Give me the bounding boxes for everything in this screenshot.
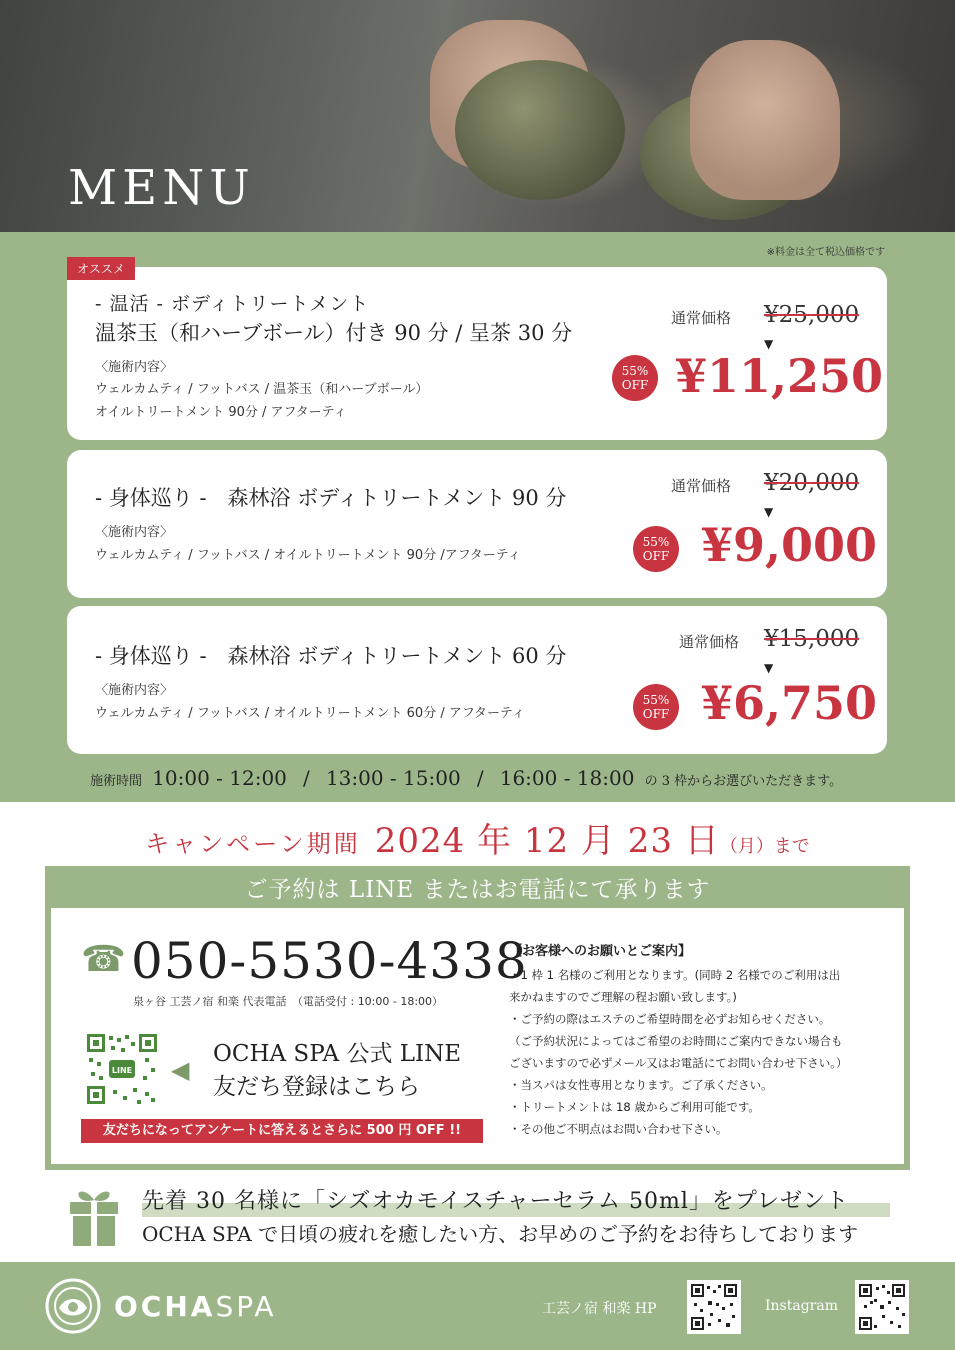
discount-off: OFF	[642, 707, 670, 721]
discount-off: OFF	[642, 549, 670, 563]
notice-item: ・当スパは女性専用となります。ご了承ください。	[509, 1078, 773, 1092]
notice-item: ・トリートメントは 18 歳からご利用可能です。	[509, 1100, 760, 1114]
card-subtitle: - 温活 - ボディトリートメント	[95, 293, 370, 315]
campaign-suffix: （月）まで	[719, 836, 810, 857]
line-bonus-banner: 友だちになってアンケートに答えるとさらに 500 円 OFF !!	[81, 1119, 483, 1143]
times-suffix: の 3 枠からお選びいただきます。	[644, 774, 843, 789]
triangle-left-icon: ◀	[171, 1056, 190, 1084]
customer-notice	[509, 940, 894, 1140]
line-qr-code[interactable]	[85, 1032, 159, 1106]
line-text-2: 友だち登録はこちら	[213, 1074, 420, 1100]
campaign-date: 2024 年 12 月 23 日	[374, 821, 720, 861]
card-title: 温茶玉（和ハーブボール）付き 90 分 / 呈茶 30 分	[95, 321, 573, 345]
notice-item: ・ご予約の際はエステのご希望時間を必ずお知らせください。	[509, 1012, 831, 1026]
time-slot: 16:00 - 18:00	[499, 766, 635, 790]
reservation-header: ご予約は LINE またはお電話にて承ります	[51, 872, 904, 908]
card-item: ウェルカムティ / フットバス / オイルトリートメント 60分 / アフターティ	[95, 706, 525, 721]
menu-title: MENU	[68, 160, 255, 216]
sale-price: ¥11,250	[675, 349, 884, 403]
recommend-badge: オススメ	[67, 257, 135, 280]
regular-price: ¥15,000	[764, 626, 860, 652]
sale-price: ¥6,750	[701, 676, 878, 730]
notice-title: 【お客様へのお願いとご案内】	[509, 944, 692, 959]
hero-photo	[0, 0, 955, 232]
time-separator: /	[303, 766, 310, 790]
gift-icon	[68, 1186, 120, 1248]
discount-badge	[612, 355, 658, 401]
regular-price: ¥20,000	[764, 470, 860, 496]
phone-number[interactable]: 050-5530-4338	[131, 932, 528, 990]
menu-card-onkatsu	[67, 267, 887, 440]
times-label: 施術時間	[90, 774, 143, 789]
treatment-times	[90, 766, 842, 790]
regular-price: ¥25,000	[764, 302, 860, 328]
hp-qr-code[interactable]	[687, 1280, 741, 1334]
ocha-spa-logo	[45, 1278, 101, 1334]
card-item: オイルトリートメント 90分 / アフターティ	[95, 405, 347, 420]
logo-text	[114, 1290, 277, 1323]
sale-price: ¥9,000	[701, 518, 878, 572]
discount-percent: 55%	[642, 535, 670, 549]
line-qr-label: LINE	[111, 1066, 133, 1075]
triangle-down-icon: ▼	[764, 505, 774, 519]
notice-item: ・1 枠 1 名様のご利用となります。(同時 2 名様でのご利用は出	[509, 968, 841, 982]
logo-light: SPA	[215, 1290, 277, 1323]
card-item: ウェルカムティ / フットバス / 温茶玉（和ハーブボール）	[95, 382, 429, 397]
discount-percent: 55%	[621, 364, 649, 378]
hp-label: 工芸ノ宿 和楽 HP	[542, 1301, 657, 1317]
discount-percent: 55%	[642, 693, 670, 707]
line-text-1: OCHA SPA 公式 LINE	[213, 1041, 462, 1067]
discount-badge	[633, 684, 679, 730]
herbal-ball-left	[455, 60, 625, 200]
present-line-2: OCHA SPA で日頃の疲れを癒したい方、お早めのご予約をお待ちしております	[142, 1222, 859, 1246]
menu-section	[0, 232, 955, 802]
card-content-label: 〈施術内容〉	[95, 683, 174, 698]
card-content-label: 〈施術内容〉	[95, 360, 174, 375]
line-friend-text[interactable]	[213, 1038, 461, 1104]
notice-item: 来かねますのでご理解の程お願い致します。)	[509, 990, 737, 1004]
regular-price-label: 通常価格	[671, 309, 732, 327]
campaign-period	[0, 813, 955, 862]
time-slot: 13:00 - 15:00	[325, 766, 461, 790]
time-slot: 10:00 - 12:00	[152, 766, 287, 790]
notice-item: ございますので必ずメール又はお電話にてお問い合わせ下さい。）	[509, 1056, 848, 1070]
menu-card-shinrinyoku-90	[67, 450, 887, 598]
discount-off: OFF	[621, 378, 649, 392]
present-line-1: 先着 30 名様に「シズオカモイスチャーセラム 50ml」をプレゼント	[142, 1189, 850, 1214]
triangle-down-icon: ▼	[764, 661, 774, 675]
notice-item: ・その他ご不明点はお問い合わせ下さい。	[509, 1122, 728, 1136]
instagram-label: Instagram	[765, 1298, 838, 1314]
campaign-label: キャンペーン期間	[145, 830, 361, 858]
triangle-down-icon: ▼	[764, 337, 774, 351]
hand-shape-right	[690, 40, 840, 200]
notice-item: （ご予約状況によってはご希望のお時間にご案内できない場合も	[509, 1034, 843, 1048]
discount-badge	[633, 526, 679, 572]
card-title: - 身体巡り - 森林浴 ボディトリートメント 60 分	[95, 644, 567, 668]
time-separator: /	[476, 766, 484, 790]
card-item: ウェルカムティ / フットバス / オイルトリートメント 90分 /アフターティ	[95, 548, 521, 563]
regular-price-label: 通常価格	[679, 633, 740, 651]
footer	[0, 1262, 955, 1350]
instagram-qr-code[interactable]	[855, 1280, 909, 1334]
reservation-box	[45, 866, 910, 1170]
menu-card-shinrinyoku-60	[67, 606, 887, 754]
phone-icon: ☎	[81, 939, 126, 980]
tax-note: ※料金は全て税込価格です	[766, 247, 885, 258]
logo-bold: OCHA	[114, 1290, 216, 1323]
card-content-label: 〈施術内容〉	[95, 525, 174, 540]
regular-price-label: 通常価格	[671, 477, 732, 495]
card-title: - 身体巡り - 森林浴 ボディトリートメント 90 分	[95, 486, 567, 510]
phone-note: 泉ヶ谷 工芸ノ宿 和楽 代表電話 （電話受付 : 10:00 - 18:00）	[133, 995, 444, 1008]
